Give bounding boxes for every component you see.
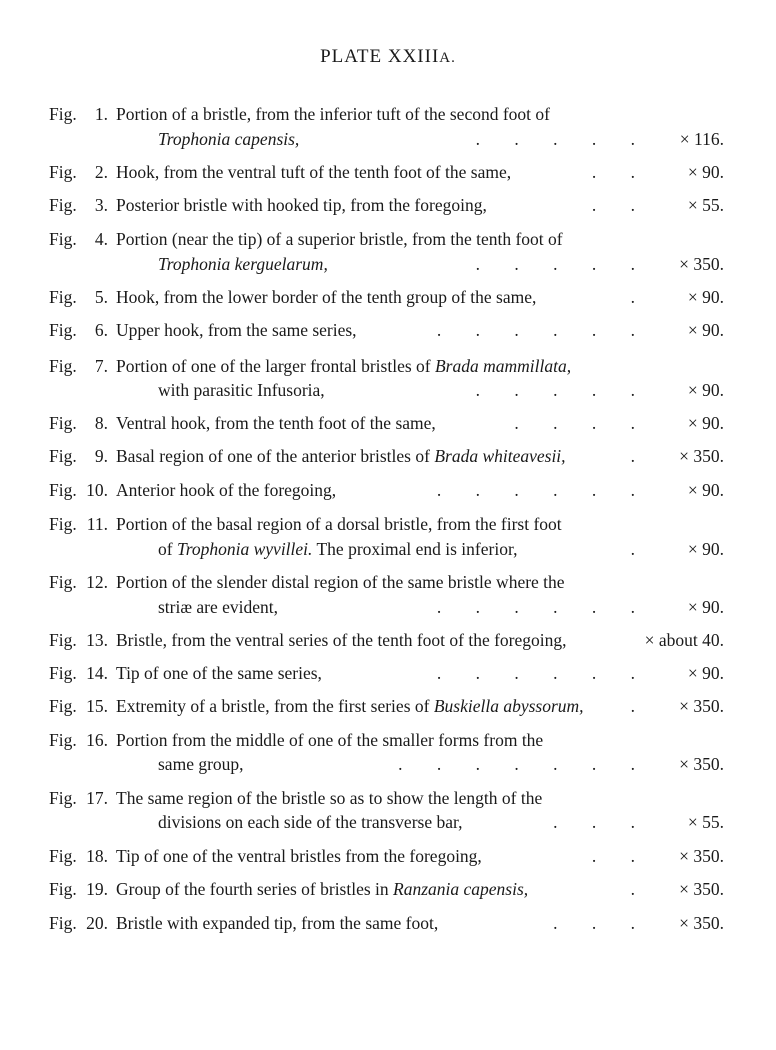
dot-leader: . . (591, 162, 635, 182)
fig-label: Fig. (49, 846, 77, 866)
fig-label: Fig. (49, 696, 77, 716)
figure-description-continued (158, 129, 299, 150)
entry-line (0, 788, 776, 814)
fig-label: Fig. (49, 104, 77, 124)
fig-number: 19. (86, 879, 108, 899)
description-text: The proximal end is inferior, (316, 539, 518, 559)
dot-leader: . (630, 879, 635, 899)
entry-line (0, 913, 776, 939)
magnification: × 90. (687, 663, 724, 683)
dot-leader: . (630, 287, 635, 307)
magnification: × 350. (679, 846, 724, 866)
species-name: Trophonia wyvillei. (176, 539, 313, 559)
fig-label: Fig. (49, 913, 77, 933)
magnification: × 350. (679, 254, 724, 274)
figure-description (116, 195, 487, 216)
figure-description-continued (158, 380, 325, 401)
fig-label: Fig. (49, 663, 77, 683)
entry-line-continued (0, 380, 776, 406)
dot-leader: . (630, 446, 635, 466)
magnification: × 350. (679, 446, 724, 466)
figure-description (116, 320, 357, 341)
entry-line-continued (0, 539, 776, 565)
entry-line (0, 663, 776, 689)
entry-line (0, 162, 776, 188)
description-text: Portion from the middle of one of the smaller forms from the (116, 730, 544, 750)
magnification: × 350. (679, 913, 724, 933)
figure-description-continued (158, 254, 328, 275)
entry-line (0, 846, 776, 872)
figure-description (116, 356, 571, 377)
entry-line-continued (0, 254, 776, 280)
magnification: × 90. (687, 480, 724, 500)
dot-leader: . . . . . . (436, 480, 635, 500)
entry-line (0, 104, 776, 130)
dot-leader: . . . . . . (436, 320, 635, 340)
dot-leader: . . . . . . (436, 597, 635, 617)
dot-leader: . . . . . (475, 254, 635, 274)
magnification: × 90. (687, 380, 724, 400)
description-text: Group of the fourth series of bristles in (116, 879, 389, 899)
magnification: × 350. (679, 696, 724, 716)
figure-description (116, 730, 543, 751)
figure-description (116, 879, 528, 900)
entry-line-continued (0, 129, 776, 155)
species-name: Trophonia kerguelarum, (158, 254, 328, 274)
magnification: × 116. (679, 129, 724, 149)
dot-leader: . . . (553, 913, 635, 933)
entry-line (0, 195, 776, 221)
description-text: Portion of the slender distal region of the same bristle where the (116, 572, 565, 592)
species-name: Brada whiteavesii, (434, 446, 566, 466)
entry-line-continued (0, 812, 776, 838)
figure-description (116, 572, 565, 593)
description-text: divisions on each side of the transverse bar, (158, 812, 463, 832)
fig-label: Fig. (49, 287, 77, 307)
fig-number: 6. (94, 320, 108, 340)
fig-number: 17. (86, 788, 108, 808)
entry-line (0, 356, 776, 382)
description-text: Hook, from the ventral tuft of the tenth foot of the same, (116, 162, 512, 182)
entry-line (0, 696, 776, 722)
description-text: Upper hook, from the same series, (116, 320, 357, 340)
description-text: Hook, from the lower border of the tenth group of the same, (116, 287, 537, 307)
fig-number: 20. (86, 913, 108, 933)
magnification: × 90. (687, 413, 724, 433)
figure-description (116, 446, 566, 467)
dot-leader: . . . . . . (436, 663, 635, 683)
description-text: Anterior hook of the foregoing, (116, 480, 337, 500)
fig-label: Fig. (49, 320, 77, 340)
fig-label: Fig. (49, 356, 77, 376)
description-text: striæ are evident, (158, 597, 279, 617)
fig-number: 15. (86, 696, 108, 716)
fig-label: Fig. (49, 572, 77, 592)
figure-description (116, 696, 584, 717)
description-text: of (158, 539, 173, 559)
description-text: with parasitic Infusoria, (158, 380, 325, 400)
magnification: × 90. (687, 287, 724, 307)
entry-line (0, 630, 776, 656)
entry-line (0, 730, 776, 756)
fig-number: 11. (86, 514, 108, 534)
entry-line (0, 229, 776, 255)
fig-number: 16. (86, 730, 108, 750)
magnification: × about 40. (644, 630, 724, 650)
dot-leader: . . . . (514, 413, 635, 433)
description-text: Bristle with expanded tip, from the same foot, (116, 913, 439, 933)
fig-number: 12. (86, 572, 108, 592)
dot-leader: . . (591, 846, 635, 866)
figure-description (116, 287, 536, 308)
description-text: Portion of the basal region of a dorsal bristle, from the first foot (116, 514, 562, 534)
fig-number: 2. (94, 162, 108, 182)
fig-number: 1. (94, 104, 108, 124)
description-text: Portion of a bristle, from the inferior tuft of the second foot of (116, 104, 550, 124)
description-text: Portion (near the tip) of a superior bristle, from the tenth foot of (116, 229, 563, 249)
dot-leader: . (630, 539, 635, 559)
description-text: same group, (158, 754, 244, 774)
magnification: × 350. (679, 754, 724, 774)
figure-description (116, 514, 562, 535)
figure-description (116, 846, 482, 867)
fig-number: 14. (86, 663, 108, 683)
entry-line (0, 879, 776, 905)
figure-description (116, 480, 336, 501)
fig-number: 7. (94, 356, 108, 376)
dot-leader: . (630, 696, 635, 716)
description-text: Bristle, from the ventral series of the tenth foot of the foregoing, (116, 630, 567, 650)
plate-title-main: PLATE XXIII (320, 46, 440, 67)
species-name: Trophonia capensis, (158, 129, 300, 149)
entry-line (0, 413, 776, 439)
entry-line (0, 480, 776, 506)
fig-number: 18. (86, 846, 108, 866)
figure-description (116, 913, 438, 934)
magnification: × 90. (687, 597, 724, 617)
description-text: Extremity of a bristle, from the first series of (116, 696, 430, 716)
figure-description-continued (158, 754, 244, 775)
dot-leader: . . . . . (475, 129, 635, 149)
figure-description-continued (158, 597, 278, 618)
magnification: × 90. (687, 162, 724, 182)
magnification: × 90. (687, 320, 724, 340)
fig-number: 4. (94, 229, 108, 249)
fig-label: Fig. (49, 162, 77, 182)
fig-label: Fig. (49, 195, 77, 215)
fig-label: Fig. (49, 788, 77, 808)
figure-description (116, 104, 550, 125)
fig-number: 13. (86, 630, 108, 650)
magnification: × 350. (679, 879, 724, 899)
dot-leader: . . (591, 195, 635, 215)
magnification: × 55. (687, 812, 724, 832)
entry-line-continued (0, 754, 776, 780)
description-text: The same region of the bristle so as to show the length of the (116, 788, 543, 808)
description-text: Tip of one of the same series, (116, 663, 322, 683)
fig-number: 8. (94, 413, 108, 433)
dot-leader: . . . . . . . (398, 754, 635, 774)
description-text: Ventral hook, from the tenth foot of the same, (116, 413, 436, 433)
entry-line (0, 572, 776, 598)
fig-number: 3. (94, 195, 108, 215)
description-text: Tip of one of the ventral bristles from the foregoing, (116, 846, 482, 866)
description-text: Posterior bristle with hooked tip, from the foregoing, (116, 195, 487, 215)
fig-label: Fig. (49, 446, 77, 466)
fig-number: 5. (94, 287, 108, 307)
fig-label: Fig. (49, 229, 77, 249)
species-name: Brada mammillata, (434, 356, 572, 376)
fig-label: Fig. (49, 730, 77, 750)
species-name: Ranzania capensis, (393, 879, 529, 899)
dot-leader: . . . (553, 812, 635, 832)
entry-line (0, 320, 776, 346)
figure-description (116, 788, 542, 809)
figure-description-continued (158, 812, 463, 833)
figure-description (116, 162, 511, 183)
fig-label: Fig. (49, 514, 77, 534)
entry-line-continued (0, 597, 776, 623)
figure-description (116, 229, 563, 250)
entry-line (0, 514, 776, 540)
fig-number: 10. (86, 480, 108, 500)
figure-description-continued (158, 539, 517, 560)
magnification: × 55. (687, 195, 724, 215)
figure-description (116, 413, 436, 434)
description-text: Portion of one of the larger frontal bristles of (116, 356, 431, 376)
fig-label: Fig. (49, 879, 77, 899)
fig-label: Fig. (49, 413, 77, 433)
entry-line (0, 446, 776, 472)
fig-label: Fig. (49, 480, 77, 500)
description-text: Basal region of one of the anterior bristles of (116, 446, 430, 466)
fig-number: 9. (94, 446, 108, 466)
magnification: × 90. (687, 539, 724, 559)
figure-description (116, 663, 322, 684)
plate-title-suffix: A. (439, 50, 456, 66)
dot-leader: . . . . . (475, 380, 635, 400)
plate-title (0, 46, 776, 68)
species-name: Buskiella abyssorum, (433, 696, 584, 716)
entry-line (0, 287, 776, 313)
figure-description (116, 630, 567, 651)
fig-label: Fig. (49, 630, 77, 650)
